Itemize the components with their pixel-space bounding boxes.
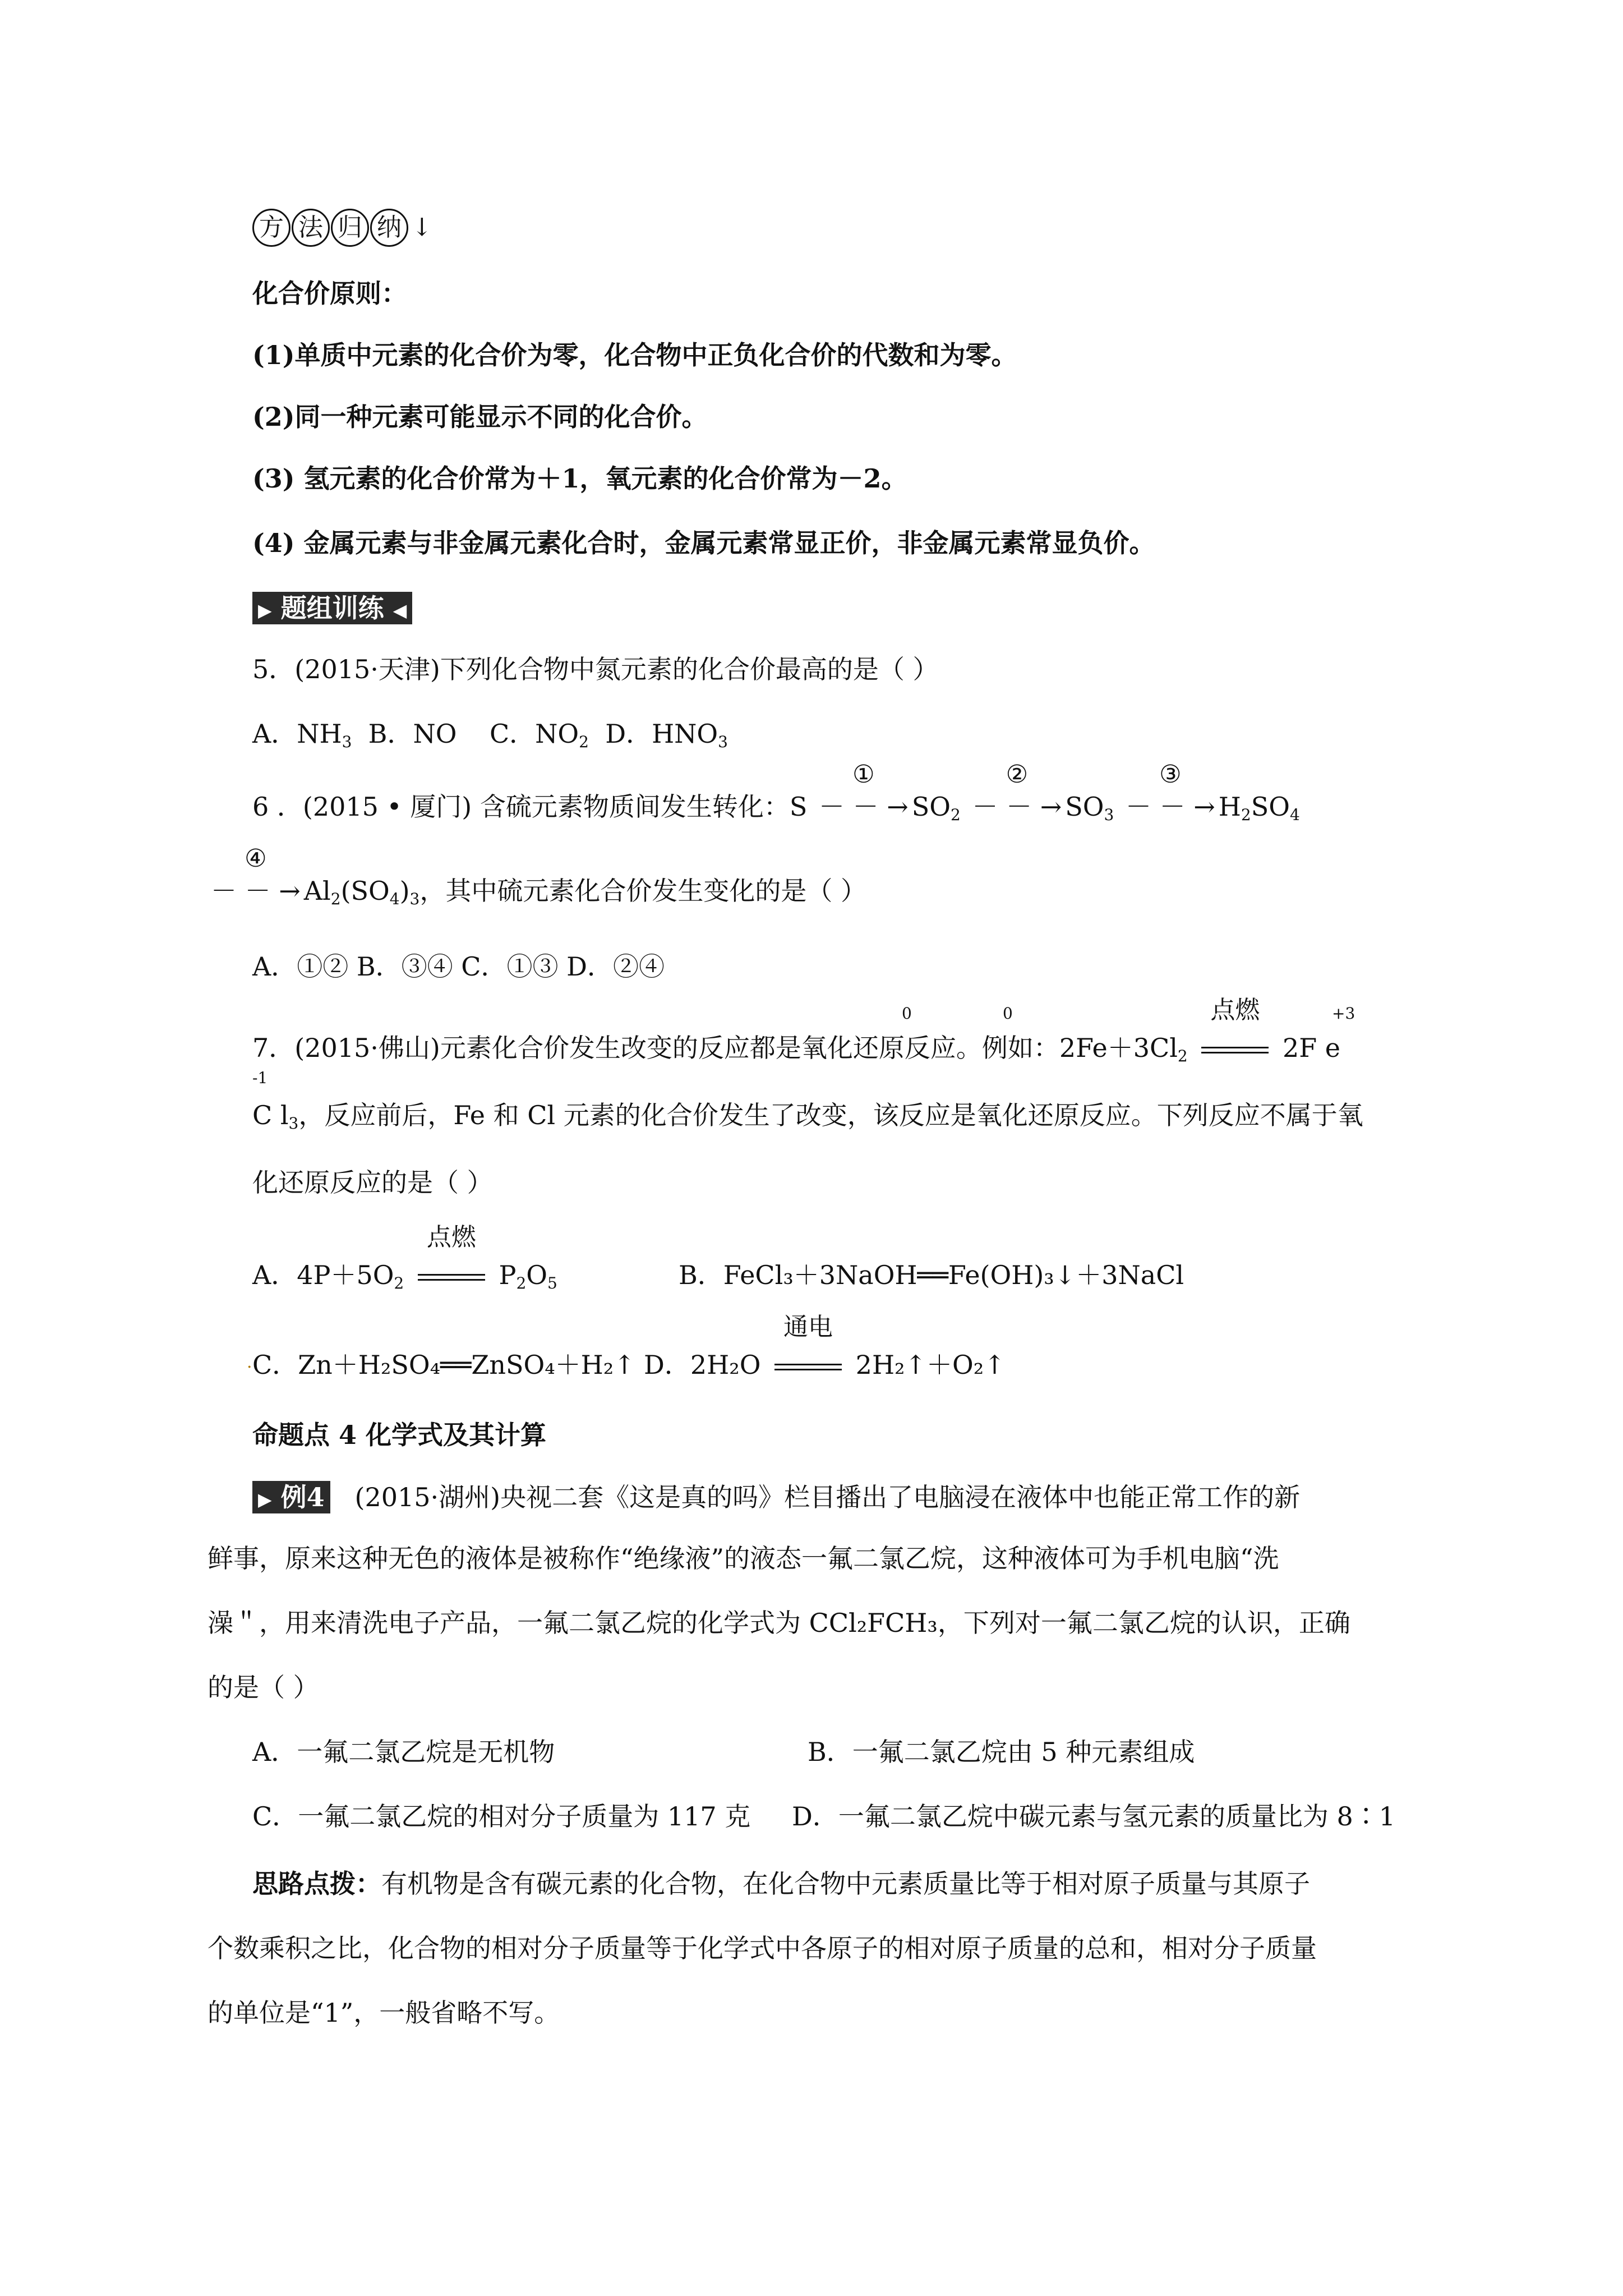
q7-line-1: 7．(2015·佛山)元素化合价发生改变的反应都是氧化还原反应。例如：$2Fe+3Cl_2$ 点燃 2F e xyxy=(252,996,1341,1065)
rule-2: (2)同一种元素可能显示不同的化合价。 xyxy=(252,402,708,432)
margin-mark: · xyxy=(247,1358,252,1377)
hint-line-1: 思路点拨：有机物是含有碳元素的化合物，在化合物中元素质量比等于相对原子质量与其原子 xyxy=(252,1869,1310,1899)
arrow-step-1: ① － － → xyxy=(818,760,909,822)
hint-line-3: 的单位是“1”，一般省略不写。 xyxy=(208,1998,560,2028)
rule-3: (3) 氢元素的化合价常为＋1，氧元素的化合价常为－2。 xyxy=(252,463,907,494)
method-char-1: 方 xyxy=(252,209,291,247)
play-triangle-icon: ▶ xyxy=(258,1489,272,1510)
method-char-3: 归 xyxy=(331,209,369,247)
method-char-2: 法 xyxy=(292,209,330,247)
ex4-line-2: 鲜事，原来这种无色的液体是被称作“绝缘液”的液态一氟二氯乙烷，这种液体可为手机电脑“洗 xyxy=(208,1543,1279,1573)
ex4-option-b: B．一氟二氯乙烷由 5 种元素组成 xyxy=(808,1737,1195,1767)
q7-option-a: A．$4P+5O_2$ 点燃 $P_2O_5$ xyxy=(252,1223,557,1292)
q7-option-d: D．2H₂O 通电 2H₂↑＋O₂↑ xyxy=(644,1313,1006,1380)
q7-line-3: 化还原反应的是（ ） xyxy=(252,1167,493,1198)
q7-line-2: C $l_3$，反应前后，Fe 和 Cl 元素的化合价发生了改变，该反应是氧化还原反应。下列反应不属于氧 xyxy=(252,1100,1363,1133)
arrow-step-3: ③ － － → xyxy=(1125,760,1215,822)
q6-options: A．①② B．③④ C．①③ D．②④ xyxy=(252,951,665,982)
topic4-title: 命题点 4 化学式及其计算 xyxy=(252,1420,547,1450)
arrow-step-4: ④ － － → xyxy=(211,844,301,906)
rule-4: (4) 金属元素与非金属元素化合时，金属元素常显正价，非金属元素常显负价。 xyxy=(252,528,1155,558)
q5-options: A．$NH_3$ B．NO C．$NO_2$ D．$HNO_3$ xyxy=(252,719,728,751)
ex4-option-a: A．一氟二氯乙烷是无机物 xyxy=(252,1737,555,1767)
ox-state-cl-0: 0 xyxy=(1003,1004,1013,1023)
q6-line-1: 6 ．(2015 • 厦门) 含硫元素物质间发生转化：S ① － － → $SO_2$ ② － － → $SO_3$ ③ － － → $H_2SO_4$ xyxy=(252,760,1300,824)
rules-title: 化合价原则： xyxy=(252,278,407,309)
burn-equals: 点燃 xyxy=(1201,1035,1269,1061)
hook-arrow-icon: ↓ xyxy=(412,213,432,242)
rule-1: (1)单质中元素的化合价为零，化合物中正负化合价的代数和为零。 xyxy=(252,340,1017,370)
electrolysis-equals: 通电 xyxy=(774,1352,842,1378)
ex4-line-1: ▶ 例4 (2015·湖州)央视二套《这是真的吗》栏目播出了电脑浸在液体中也能正常工作的新 xyxy=(252,1481,1300,1513)
hint-label: 思路点拨： xyxy=(252,1869,381,1899)
example4-label: ▶ 例4 xyxy=(252,1481,330,1513)
hint-line-2: 个数乘积之比，化合物的相对分子质量等于化学式中各原子的相对原子质量的总和，相对分子质量 xyxy=(208,1933,1317,1963)
q5-stem: 5．(2015·天津)下列化合物中氮元素的化合价最高的是（ ） xyxy=(252,654,939,684)
ex4-line-3: 澡＂，用来清洗电子产品，一氟二氯乙烷的化学式为 CCl₂FCH₃，下列对一氟二氯乙烷的认识，正确 xyxy=(208,1608,1350,1638)
group-training-banner xyxy=(252,592,412,624)
ox-state-fe-3: +3 xyxy=(1332,1004,1355,1023)
q7-option-b: B．FeCl₃＋3NaOH══Fe(OH)₃↓＋3NaCl xyxy=(679,1260,1184,1290)
reverse-triangle-icon: ◀ xyxy=(393,600,407,621)
ex4-option-c: C．一氟二氯乙烷的相对分子质量为 117 克 xyxy=(252,1801,751,1832)
burn-equals-a: 点燃 xyxy=(418,1262,485,1288)
arrow-step-2: ② － － → xyxy=(972,760,1062,822)
q6-line-2: ④ － － → $Al_2(SO_4)_3$，其中硫元素化合价发生变化的是（ ） xyxy=(211,844,866,908)
ex4-option-d: D．一氟二氯乙烷中碳元素与氢元素的质量比为 8∶1 xyxy=(792,1801,1396,1832)
ox-state-fe-0: 0 xyxy=(902,1004,912,1023)
q7-option-c: C．Zn＋H₂SO₄══ZnSO₄＋H₂↑ xyxy=(252,1350,635,1380)
ex4-line-4: 的是（ ） xyxy=(208,1672,319,1703)
method-char-4: 纳 xyxy=(370,209,408,247)
method-summary-heading xyxy=(252,209,432,247)
play-triangle-icon: ▶ xyxy=(258,600,272,621)
ox-state-cl-neg1: -1 xyxy=(252,1069,268,1087)
group-training-label: ▶ 题组训练 ◀ xyxy=(252,592,412,624)
